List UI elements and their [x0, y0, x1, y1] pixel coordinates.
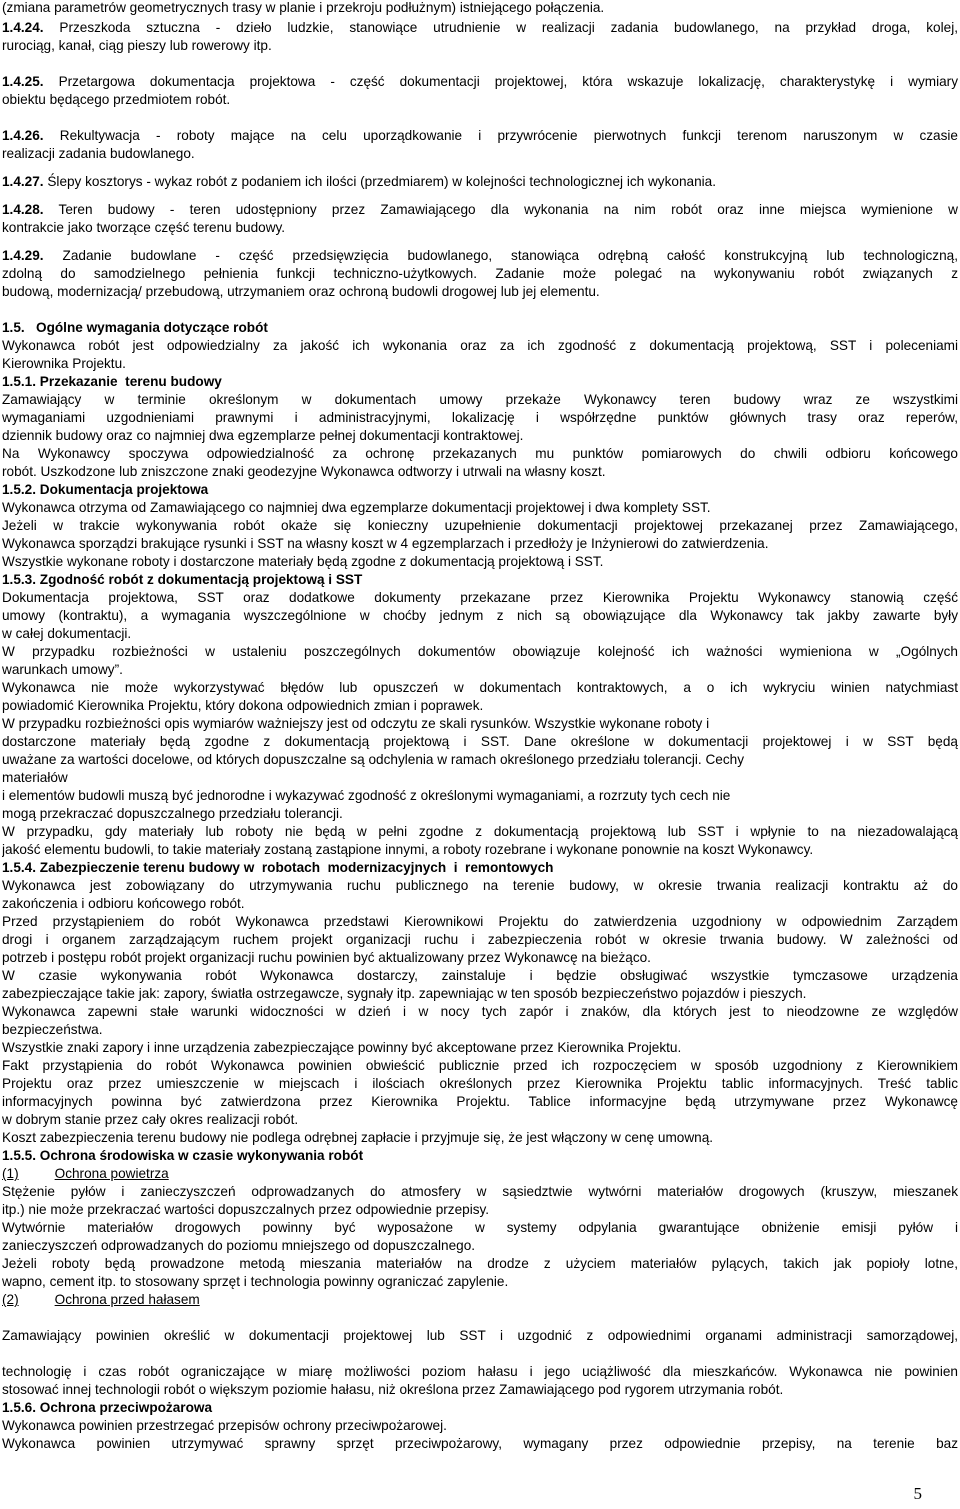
- text-line: [2, 1111, 958, 1128]
- text-line: [2, 589, 958, 606]
- text-line: [2, 445, 958, 462]
- text-line: [2, 1381, 958, 1398]
- line-text: stosować innej technologii robót o większym poziomie hałasu, niż określona przez Zamawiającego pod rygorem utrzymania robót.: [2, 1382, 784, 1397]
- line-text: warunkach umowy”.: [2, 662, 123, 677]
- line-text: umowy (kontraktu), a wymagania wyszczególnione w choćby jednym z nich są obowiązujące dla Wykonawcy tak jakby zawarte były: [2, 608, 958, 623]
- line-text: zanieczyszczeń odprowadzanych do poziomu mniejszego od dopuszczalnego.: [2, 1238, 476, 1253]
- line-text: potrzeb i postępu robót projekt organizacji ruchu powinien być aktualizowany przez Wykonawcę na bieżąco.: [2, 950, 651, 965]
- line-text: Zamawiający w terminie określonym w dokumentach umowy przekaże Wykonawcy teren budowy wraz ze wszystkimi: [2, 392, 958, 407]
- section-heading: [2, 481, 958, 498]
- text-line: [2, 1255, 958, 1272]
- line-text: Wytwórnie materiałów drogowych powinny być wyposażone w systemy odpylania gwarantujące obniżenie emisji pyłów i: [2, 1220, 958, 1235]
- text-line: [2, 1435, 958, 1452]
- line-text: zakończenia i odbioru końcowego robót.: [2, 896, 245, 911]
- line-text: W przypadku, gdy materiały lub roboty nie będą w pełni zgodne z dokumentacją projektową lub SST i wpłynie to na niezadowalającą: [2, 824, 958, 839]
- text-line: [2, 219, 958, 236]
- line-text: Stężenie pyłów i zanieczyszczeń odprowadzanych do atmosfery w sąsiedztwie wytwórni materiałów drogowych (kruszyw, mieszanek: [2, 1184, 958, 1199]
- text-line: [2, 607, 958, 624]
- line-text: Zadanie budowlane - część przedsięwzięcia budowlanego, stanowiąca odrębną całość konstrukcyjną lub technologiczną,: [43, 248, 958, 263]
- list-number: (2): [2, 1292, 19, 1307]
- line-text: Kierownika Projektu.: [2, 356, 126, 371]
- term-number: 1.4.26.: [2, 128, 44, 143]
- line-text: Przetargowa dokumentacja projektowa - część dokumentacji projektowej, która wskazuje lokalizację, charakterystykę i wymiary: [43, 74, 958, 89]
- text-line: [2, 517, 958, 534]
- text-line: [2, 145, 958, 162]
- text-line: [2, 877, 958, 894]
- line-text: kontrakcie jako tworzące część terenu budowy.: [2, 220, 286, 235]
- line-text: Fakt przystąpienia do robót Wykonawca powinien obwieścić publicznie przed ich rozpoczęciem w sposób uzgodniony z Kierownikiem: [2, 1058, 958, 1073]
- text-line: [2, 1273, 958, 1290]
- text-line: [2, 715, 958, 732]
- line-text: jakość elementu budowli, to takie materiały zostaną zastąpione innymi, a roboty rozebrane i wykonane ponownie na koszt Wykonawcy.: [2, 842, 814, 857]
- section-heading: [2, 1291, 958, 1308]
- term-number: 1.4.28.: [2, 202, 44, 217]
- text-line: [2, 37, 958, 54]
- line-text: Wykonawca robót jest odpowiedzialny za jakość ich wykonania oraz za ich zgodność z dokumentacją projektową, SST i poleceniami: [2, 338, 958, 353]
- text-line: [2, 91, 958, 108]
- line-text: obiektu będącego przedmiotem robót.: [2, 92, 231, 107]
- text-line: [2, 463, 958, 480]
- line-text: realizacji zadania budowlanego.: [2, 146, 195, 161]
- line-text: wymaganiami uzgodnieniami prawnymi i administracyjnymi, lokalizację i współrzędne punktów głównych trasy oraz reperów,: [2, 410, 958, 425]
- text-line: [2, 967, 958, 984]
- term-number: 1.4.25.: [2, 74, 44, 89]
- line-text: robót. Uszkodzone lub zniszczone znaki geodezyjne Wykonawca odtworzy i utrwali na własny koszt.: [2, 464, 606, 479]
- subsection-title: Ochrona powietrza: [54, 1166, 169, 1181]
- line-text: rurociąg, kanał, ciąg pieszy lub rowerowy itp.: [2, 38, 272, 53]
- line-text: w dobrym stanie przez cały okres realizacji robót.: [2, 1112, 299, 1127]
- text-line: [2, 247, 958, 264]
- line-text: mogą przekraczać dopuszczalnego przedziału tolerancji.: [2, 806, 343, 821]
- text-line: [2, 1075, 958, 1092]
- section-heading: [2, 571, 958, 588]
- text-line: [2, 823, 958, 840]
- text-line: [2, 201, 958, 218]
- section-heading: [2, 1399, 958, 1416]
- text-line: [2, 1021, 958, 1038]
- text-line: [2, 733, 958, 750]
- text-line: [2, 391, 958, 408]
- text-line: [2, 1219, 958, 1236]
- line-text: Wykonawca jest zobowiązany do utrzymywania ruchu publicznego na terenie budowy, w okresie trwania realizacji kontraktu aż do: [2, 878, 958, 893]
- line-text: W przypadku rozbieżności w ustaleniu poszczególnych dokumentów obowiązuje kolejność ich ważności wymieniona w „Ogólnych: [2, 644, 958, 659]
- text-line: [2, 841, 958, 858]
- text-line: [2, 337, 958, 354]
- text-line: [2, 409, 958, 426]
- line-text: zabezpieczające takie jak: zapory, światła ostrzegawcze, sygnały itp. zapewniając w ten sposób bezpieczeństwo pojazdów i pieszych.: [2, 986, 807, 1001]
- text-line: [2, 1183, 958, 1200]
- text-line: [2, 1237, 958, 1254]
- heading-text: 1.5.6. Ochrona przeciwpożarowa: [2, 1400, 213, 1415]
- line-text: w całej dokumentacji.: [2, 626, 132, 641]
- term-number: 1.4.24.: [2, 20, 44, 35]
- text-line: [2, 1129, 958, 1146]
- heading-text: 1.5.4. Zabezpieczenie terenu budowy w robotach modernizacyjnych i remontowych: [2, 860, 554, 875]
- line-text: dostarczone materiały będą zgodne z dokumentacją projektową i SST. Dane określone w dokumentacji projektowej i w SST będą: [2, 734, 958, 749]
- text-line: [2, 1057, 958, 1074]
- text-line: [2, 625, 958, 642]
- line-text: Wszystkie znaki zapory i inne urządzenia zabezpieczające powinny być akceptowane przez Kierownika Projektu.: [2, 1040, 682, 1055]
- line-text: Koszt zabezpieczenia terenu budowy nie podlega odrębnej zapłacie i przyjmuje się, że jest włączony w cenę umowną.: [2, 1130, 714, 1145]
- heading-text: 1.5.1. Przekazanie terenu budowy: [2, 374, 222, 389]
- text-line: [2, 913, 958, 930]
- text-line: [2, 679, 958, 696]
- line-text: informacyjnych powinna być zatwierdzona przez Kierownika Projektu. Tablice informacyjne będą utrzymywane przez Wykonawcę: [2, 1094, 958, 1109]
- text-line: [2, 751, 958, 768]
- line-text: budową, modernizacją/ przebudową, utrzymaniem oraz ochroną budowli drogowej lub jej elementu.: [2, 284, 600, 299]
- heading-text: 1.5.5. Ochrona środowiska w czasie wykonywania robót: [2, 1148, 364, 1163]
- line-text: Dokumentacja projektowa, SST oraz dodatkowe dokumenty przekazane przez Kierownika Projektu Wykonawcy stanowią część: [2, 590, 958, 605]
- text-line: [2, 1201, 958, 1218]
- line-text: W przypadku rozbieżności opis wymiarów ważniejszy jest od odczytu ze skali rysunków. Wszystkie wykonane roboty i: [2, 716, 710, 731]
- text-line: [2, 553, 958, 570]
- line-text: Wykonawca sporządzi brakujące rysunki i SST na własny koszt w 4 egzemplarzach i przedłoży je Inżynierowi do zatwierdzenia.: [2, 536, 769, 551]
- line-text: Ślepy kosztorys - wykaz robót z podaniem ich ilości (przedmiarem) w kolejności technologicznej ich wykonania.: [43, 174, 716, 189]
- page-number: 5: [913, 1484, 922, 1503]
- line-text: Wykonawca zapewni stałe warunki widoczności w dzień i w nocy tych zapór i znaków, dla których jest to nieodzowne ze względów: [2, 1004, 958, 1019]
- list-number: (1): [2, 1166, 19, 1181]
- heading-text: 1.5.2. Dokumentacja projektowa: [2, 482, 209, 497]
- line-text: (zmiana parametrów geometrycznych trasy w planie i przekroju podłużnym) istniejącego połączenia.: [2, 0, 605, 15]
- text-line: [2, 1039, 958, 1056]
- line-text: Wykonawca powinien przestrzegać przepisów ochrony przeciwpożarowej.: [2, 1418, 447, 1433]
- line-text: itp.) nie może przekraczać wartości dopuszczalnych przez odpowiednie przepisy.: [2, 1202, 490, 1217]
- text-line: [2, 535, 958, 552]
- text-line: [2, 173, 958, 190]
- line-text: i elementów budowli muszą być jednorodne i wykazywać zgodność z określonymi wymaganiami, a rozrzuty tych cech nie: [2, 788, 731, 803]
- line-text: uważane za wartości docelowe, od których dopuszczalne są odchylenia w ramach określonego przedziału tolerancji. Cechy: [2, 752, 745, 767]
- line-text: Zamawiający powinien określić w dokumentacji projektowej lub SST i uzgodnić z odpowiednimi organami administracji samorządowej,: [2, 1328, 958, 1343]
- text-line: [2, 949, 958, 966]
- line-text: technologię i czas robót ograniczające w miarę możliwości poziom hałasu i jego uciążliwość dla mieszkańców. Wykonawca nie powinien: [2, 1364, 958, 1379]
- line-text: Jeżeli w trakcie wykonywania robót okaże się konieczny uzupełnienie dokumentacji projektowej przekazanej przez Zamawiającego,: [2, 518, 958, 533]
- line-text: Na Wykonawcy spoczywa odpowiedzialność za ochronę przekazanych mu punktów pomiarowych do chwili odbioru końcowego: [2, 446, 958, 461]
- line-text: Wykonawca powinien utrzymywać sprawny sprzęt przeciwpożarowy, wymagany przez odpowiednie przepisy, na terenie baz: [2, 1436, 958, 1451]
- heading-text: 1.5. Ogólne wymagania dotyczące robót: [2, 320, 268, 335]
- line-text: Wykonawca nie może wykorzystywać błędów lub opuszczeń w dokumentach kontraktowych, a o ich wykryciu winien natychmiast: [2, 680, 958, 695]
- text-line: [2, 499, 958, 516]
- line-text: Przed przystąpieniem do robót Wykonawca przedstawi Kierownikowi Projektu do zatwierdzenia uzgodniony w odpowiednim Zarządem: [2, 914, 958, 929]
- line-text: Projektu oraz przez umieszczenie w miejscach i ilościach określonych przez Kierownika Projektu tablic informacyjnych. Treść tablic: [2, 1076, 958, 1091]
- text-line: [2, 127, 958, 144]
- section-heading: [2, 373, 958, 390]
- text-line: [2, 643, 958, 660]
- line-text: drogi i organem zarządzającym ruchem projekt organizacji ruchu i zabezpieczenia robót w okresie trwania budowy. W zależności od: [2, 932, 958, 947]
- text-line: [2, 661, 958, 678]
- text-line: [2, 805, 958, 822]
- text-line: [2, 1327, 958, 1344]
- line-text: W czasie wykonywania robót Wykonawca dostarczy, zainstaluje i będzie obsługiwać wszystkie tymczasowe urządzenia: [2, 968, 958, 983]
- line-text: Jeżeli roboty będą prowadzone metodą mieszania materiałów na drodze z użyciem materiałów pylących, takich jak popioły lotne,: [2, 1256, 958, 1271]
- line-text: Wszystkie wykonane roboty i dostarczone materiały będą zgodne z dokumentacją projektową i SST.: [2, 554, 604, 569]
- line-text: Rekultywacja - roboty mające na celu uporządkowanie i przywrócenie pierwotnych funkcji terenom naruszonym w czasie: [43, 128, 958, 143]
- text-line: [2, 73, 958, 90]
- text-line: [2, 265, 958, 282]
- text-line: [2, 1093, 958, 1110]
- text-line: [2, 931, 958, 948]
- text-line: [2, 697, 958, 714]
- term-number: 1.4.29.: [2, 248, 44, 263]
- text-line: [2, 895, 958, 912]
- line-text: wapno, cement itp. to stosowany sprzęt i technologia powinny ograniczać zapylenie.: [2, 1274, 509, 1289]
- line-text: materiałów: [2, 770, 68, 785]
- text-line: [2, 19, 958, 36]
- heading-text: 1.5.3. Zgodność robót z dokumentacją projektową i SST: [2, 572, 363, 587]
- section-heading: [2, 859, 958, 876]
- line-text: Przeszkoda sztuczna - dzieło ludzkie, stanowiące utrudnienie w realizacji zadania budowlanego, na przykład droga, kolej,: [43, 20, 958, 35]
- text-line: [2, 985, 958, 1002]
- section-heading: [2, 1165, 958, 1182]
- text-line: [2, 769, 958, 786]
- text-line: [2, 283, 958, 300]
- line-text: Wykonawca otrzyma od Zamawiającego co najmniej dwa egzemplarze dokumentacji projektowej i dwa komplety SST.: [2, 500, 711, 515]
- section-heading: [2, 319, 958, 336]
- subsection-title: Ochrona przed hałasem: [54, 1292, 200, 1307]
- text-line: [2, 1363, 958, 1380]
- text-line: [2, 1417, 958, 1434]
- line-text: dziennik budowy oraz co najmniej dwa egzemplarze pełnej dokumentacji kontraktowej.: [2, 428, 524, 443]
- term-number: 1.4.27.: [2, 174, 44, 189]
- text-line: [2, 787, 958, 804]
- line-text: Teren budowy - teren udostępniony przez Zamawiającego dla wykonania na nim robót oraz inne miejsca wymienione w: [43, 202, 958, 217]
- text-line: [2, 355, 958, 372]
- text-line: [2, 1003, 958, 1020]
- line-text: bezpieczeństwa.: [2, 1022, 103, 1037]
- line-text: zdolną do samodzielnego pełnienia funkcji techniczno-użytkowych. Zadanie może polegać na wykonywaniu robót związanych z: [2, 266, 958, 281]
- text-line: [2, 427, 958, 444]
- section-heading: [2, 1147, 958, 1164]
- line-text: powiadomić Kierownika Projektu, który dokona odpowiednich zmian i poprawek.: [2, 698, 484, 713]
- text-line: [2, 0, 958, 16]
